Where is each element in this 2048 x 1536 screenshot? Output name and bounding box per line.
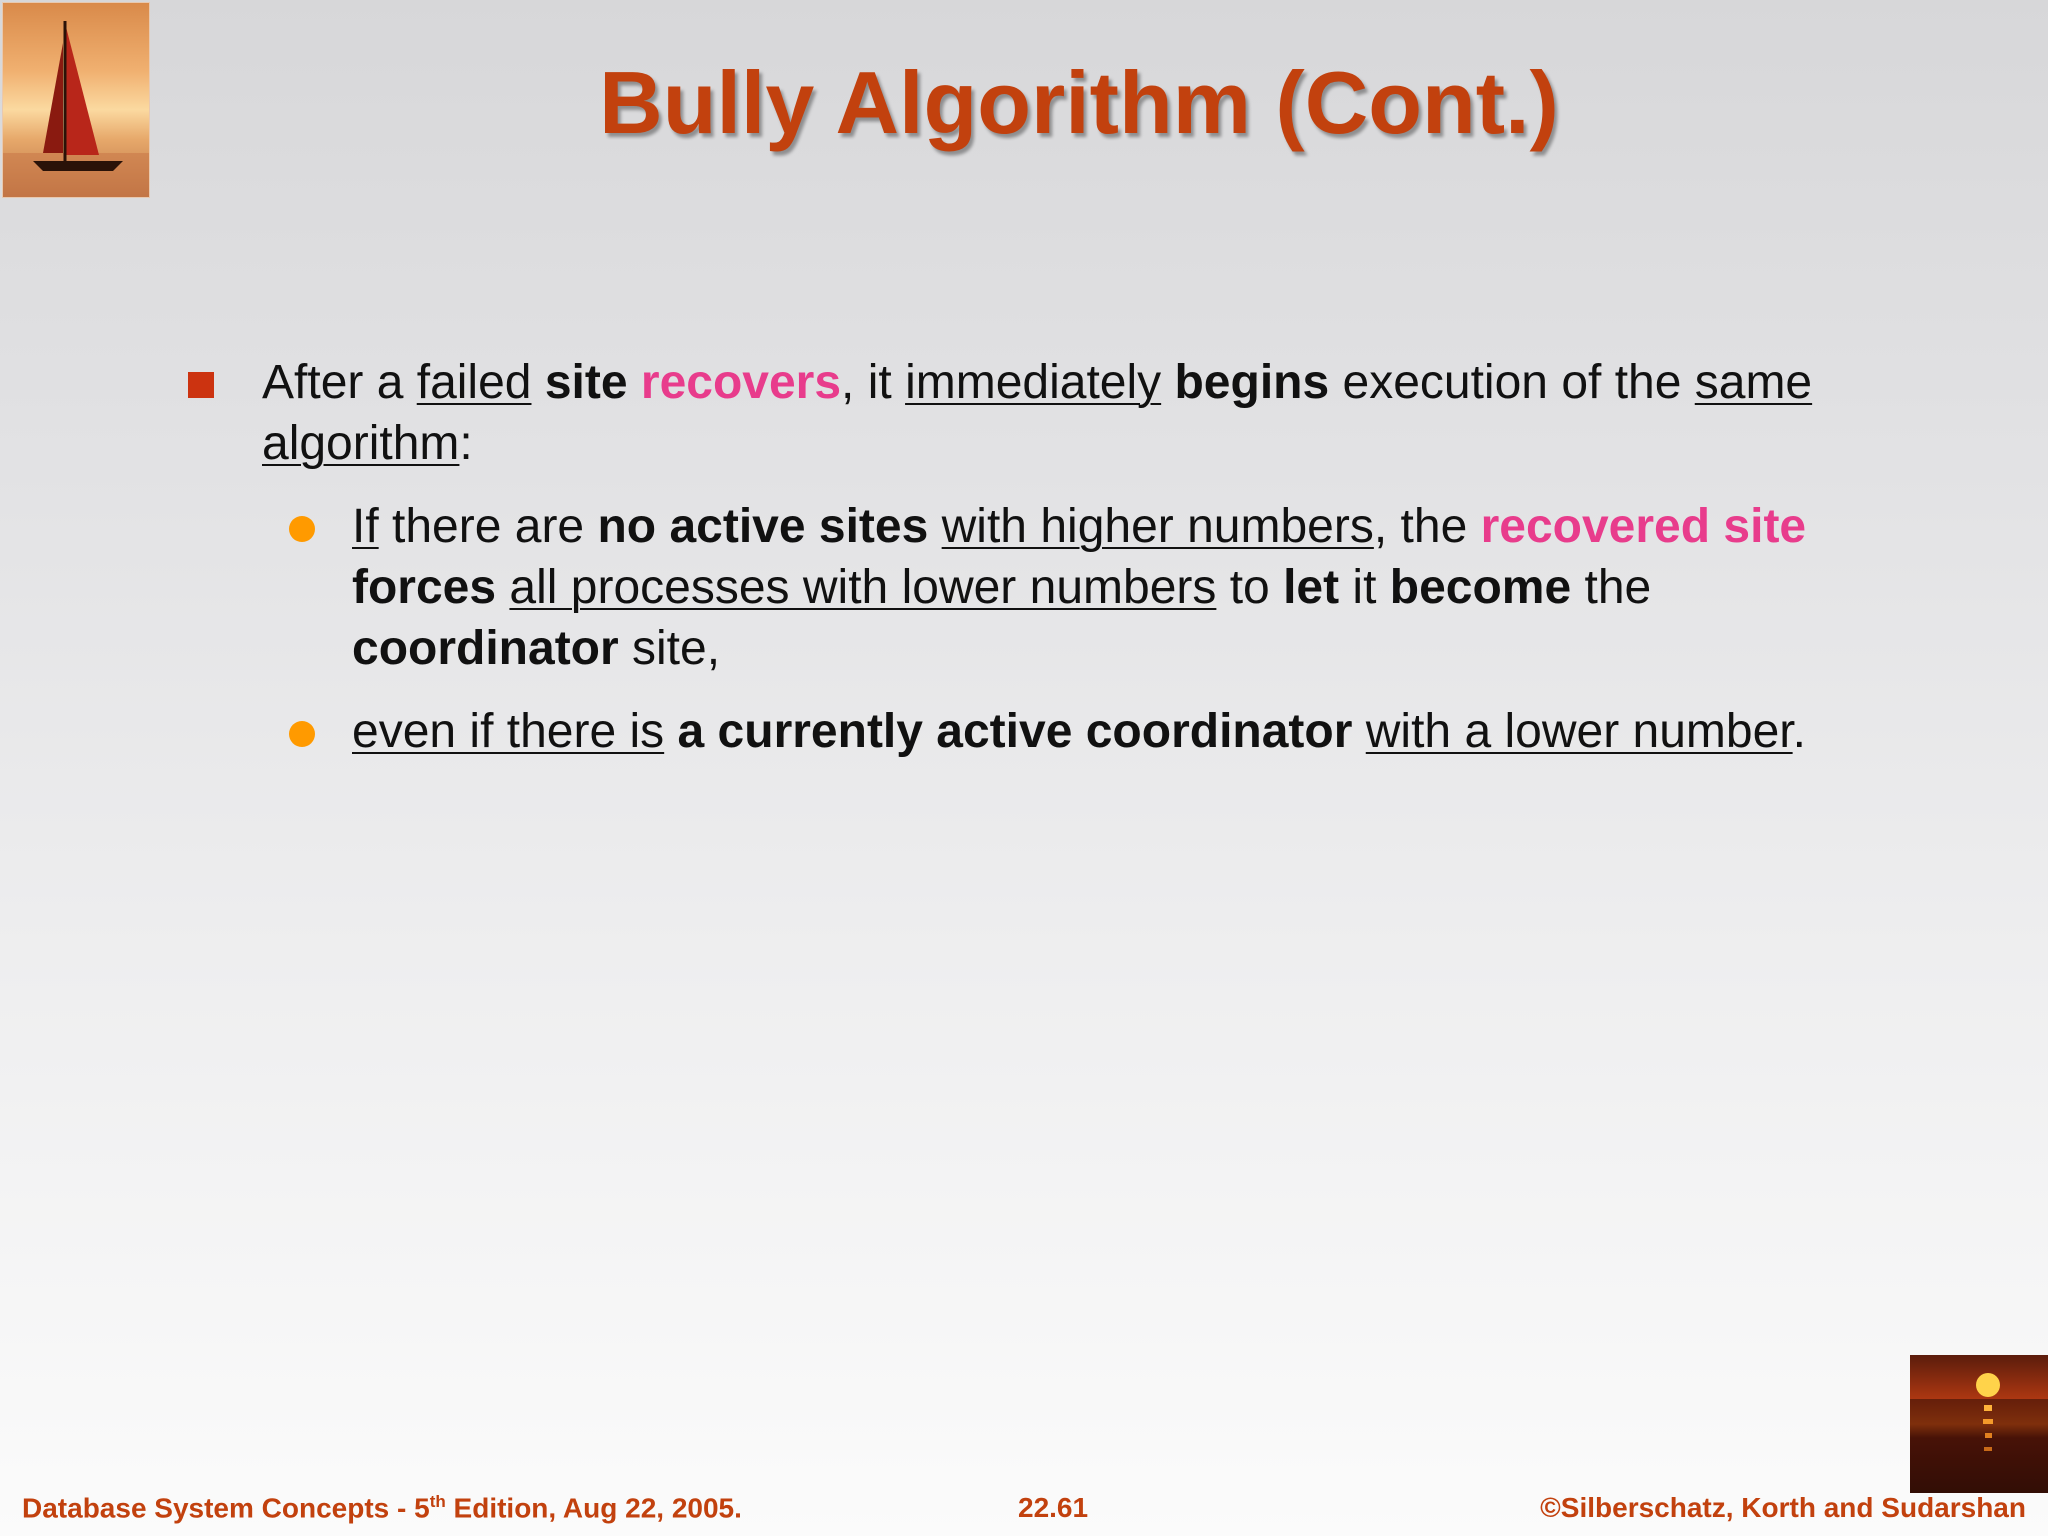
- text-run: let: [1283, 561, 1340, 614]
- footer-superscript: th: [429, 1491, 446, 1511]
- text-run: the: [1571, 561, 1652, 614]
- text-run: [531, 356, 544, 409]
- text-run: coordinator: [352, 622, 619, 675]
- text-run: recovers: [640, 356, 842, 409]
- bullet-item: [188, 352, 1908, 474]
- text-run: no active sites: [597, 500, 929, 553]
- bullet-list: [188, 352, 1908, 762]
- text-run: :: [459, 417, 473, 470]
- text-run: it: [1339, 561, 1390, 614]
- sub-bullet-item: [188, 496, 1908, 679]
- square-bullet-icon: [188, 372, 214, 398]
- text-run: even if there is: [352, 705, 665, 758]
- text-run: [496, 561, 509, 614]
- text-run: [1161, 356, 1174, 409]
- page-number: 22.61: [1018, 1492, 1089, 1523]
- text-run: site: [544, 356, 628, 409]
- text-run: If: [352, 500, 379, 553]
- footer-text: Edition, Aug 22, 2005.: [445, 1492, 742, 1523]
- text-run: with higher numbers: [941, 500, 1374, 553]
- text-run: , the: [1373, 500, 1481, 553]
- text-run: site,: [618, 622, 721, 675]
- text-run: to: [1216, 561, 1284, 614]
- sunset-icon: [1910, 1355, 2048, 1493]
- text-run: there are: [378, 500, 598, 553]
- slide-title: Bully Algorithm (Cont.): [599, 53, 1559, 152]
- text-run: execution of the: [1329, 356, 1695, 409]
- footer-text: Database System Concepts - 5: [22, 1492, 430, 1523]
- text-run: same algorithm: [262, 356, 1813, 470]
- text-run: immediately: [905, 356, 1162, 409]
- text-run: [928, 500, 941, 553]
- footer-book-title: [22, 1492, 742, 1524]
- text-run: a currently active coordinator: [677, 705, 1353, 758]
- copyright: ©Silberschatz, Korth and Sudarshan: [1540, 1492, 2026, 1523]
- text-run: forces: [352, 561, 497, 614]
- round-bullet-icon: [289, 721, 315, 747]
- text-run: failed: [416, 356, 532, 409]
- text-run: all processes with lower numbers: [509, 561, 1217, 614]
- sunset-logo-image: [1910, 1355, 2048, 1493]
- text-run: [1352, 705, 1365, 758]
- sub-bullet-item: [188, 701, 1908, 762]
- text-run: , it: [841, 356, 906, 409]
- text-run: .: [1792, 705, 1806, 758]
- text-run: begins: [1174, 356, 1330, 409]
- text-run: recovered site: [1480, 500, 1807, 553]
- text-run: [664, 705, 677, 758]
- text-run: with a lower number: [1365, 705, 1793, 758]
- text-run: After a: [262, 356, 417, 409]
- text-run: [628, 356, 641, 409]
- text-run: become: [1389, 561, 1572, 614]
- round-bullet-icon: [289, 516, 315, 542]
